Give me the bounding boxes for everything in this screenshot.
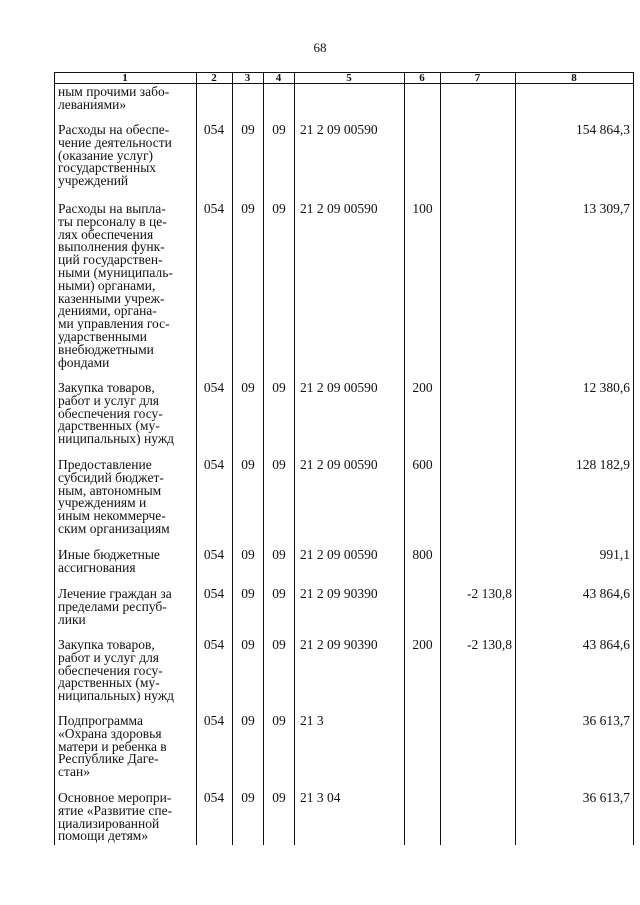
row-type: 200: [412, 380, 433, 395]
row-section: 09: [241, 586, 255, 601]
column-divider: [633, 72, 634, 845]
row-target: 21 2 09 90390: [300, 637, 378, 652]
row-subsection: 09: [272, 586, 286, 601]
row-amount: 36 613,7: [582, 713, 630, 728]
column-header-5: 5: [346, 72, 352, 84]
row-section: 09: [241, 122, 255, 137]
row-target: 21 3: [300, 713, 324, 728]
row-name: Закупка товаров, работ и услуг для обеспечения госу- дарственных (му- ниципальных) нужд: [58, 380, 175, 447]
row-target: 21 2 09 00590: [300, 457, 378, 472]
row-code: 054: [203, 547, 225, 562]
row-name: Расходы на обеспе- чение деятельности (оказание услуг) государственных учреждений: [58, 122, 172, 189]
row-subsection: 09: [272, 713, 286, 728]
column-header-1: 1: [122, 72, 128, 84]
row-code: 054: [203, 457, 225, 472]
column-header-3: 3: [244, 72, 251, 84]
row-target: 21 2 09 00590: [300, 122, 378, 137]
row-change: -2 130,8: [467, 586, 512, 601]
row-section: 09: [241, 457, 255, 472]
row-subsection: 09: [272, 122, 286, 137]
row-subsection: 09: [272, 380, 286, 395]
budget-table: [54, 72, 634, 845]
row-name: Расходы на выпла- ты персоналу в це- лях обеспечения выполнения функ- ций государствен- ными (муниципаль- ными) органами, казенными учреж- дениями, органа- ми управления гос- ударственными внебюджетными фондами: [58, 201, 173, 370]
row-amount: 43 864,6: [582, 586, 630, 601]
row-amount: 154 864,3: [576, 122, 630, 137]
row-code: 054: [203, 790, 225, 805]
column-header-7: 7: [474, 72, 481, 84]
row-subsection: 09: [272, 457, 286, 472]
row-amount: 12 380,6: [582, 380, 630, 395]
row-code: 054: [203, 380, 225, 395]
row-section: 09: [241, 790, 255, 805]
row-subsection: 09: [272, 790, 286, 805]
row-type: 800: [412, 547, 433, 562]
row-name: Основное меропри- ятие «Развитие спе- циализированной помощи детям»: [58, 790, 173, 844]
row-code: 054: [203, 122, 225, 137]
column-header-4: 4: [275, 72, 282, 84]
row-section: 09: [241, 380, 255, 395]
row-code: 054: [203, 637, 225, 652]
row-section: 09: [241, 547, 255, 562]
column-divider: [440, 72, 441, 845]
row-amount: 43 864,6: [582, 637, 630, 652]
row-name: Закупка товаров, работ и услуг для обеспечения госу- дарственных (му- ниципальных) нужд: [58, 637, 175, 704]
row-subsection: 09: [272, 637, 286, 652]
row-target: 21 2 09 00590: [300, 380, 378, 395]
column-divider: [294, 72, 295, 845]
column-header-2: 2: [211, 72, 217, 84]
row-type: 200: [412, 637, 433, 652]
row-amount: 13 309,7: [582, 201, 630, 216]
row-type: 600: [412, 457, 433, 472]
row-amount: 128 182,9: [576, 457, 630, 472]
row-code: 054: [203, 713, 225, 728]
column-header-6: 6: [419, 72, 425, 84]
column-header-8: 8: [571, 72, 577, 84]
row-code: 054: [203, 586, 225, 601]
row-subsection: 09: [272, 547, 286, 562]
row-target: 21 2 09 00590: [300, 547, 378, 562]
row-name: Подпрограмма «Охрана здоровья матери и ребенка в Республике Даге- стан»: [58, 713, 167, 780]
row-amount: 36 613,7: [582, 790, 630, 805]
row-section: 09: [241, 637, 255, 652]
row-code: 054: [203, 201, 225, 216]
row-target: 21 2 09 00590: [300, 201, 378, 216]
row-name: Предоставление субсидий бюджет- ным, автономным учреждениям и иным некоммерче- ским организациям: [58, 457, 170, 536]
page-number: 68: [313, 40, 327, 55]
row-section: 09: [241, 201, 255, 216]
column-divider: [54, 72, 55, 845]
row-subsection: 09: [272, 201, 286, 216]
row-target: 21 2 09 90390: [300, 586, 378, 601]
row-name: ным прочими забо- леваниями»: [58, 84, 170, 112]
row-type: 100: [412, 201, 433, 216]
row-name: Лечение граждан за пределами респуб- лики: [58, 586, 172, 627]
row-name: Иные бюджетные ассигнования: [58, 547, 160, 575]
row-target: 21 3 04: [300, 790, 341, 805]
row-section: 09: [241, 713, 255, 728]
row-change: -2 130,8: [467, 637, 512, 652]
row-amount: 991,1: [599, 547, 630, 562]
